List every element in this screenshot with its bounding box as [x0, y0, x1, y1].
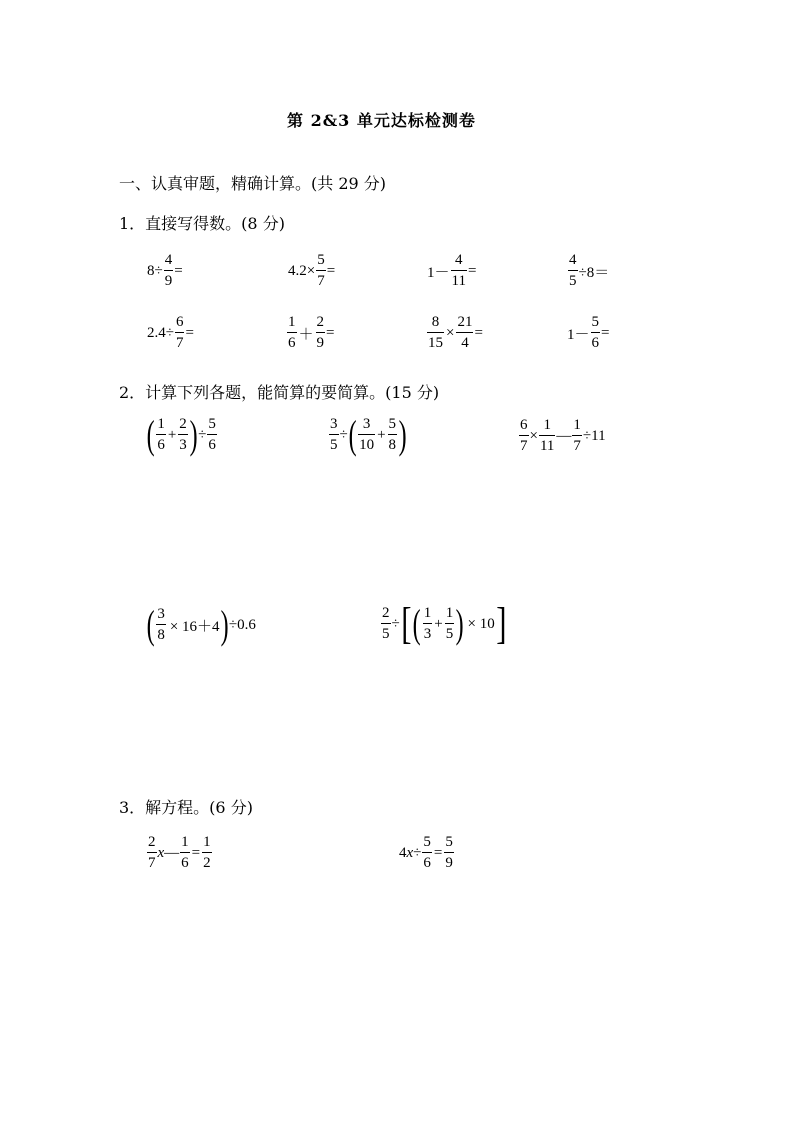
q1-problem-5: [147, 315, 194, 351]
section-heading: 一、认真审题，精确计算。(共 29 分): [119, 174, 387, 193]
fraction: $\frac{2}{3}$: [179, 416, 187, 453]
q2-problem-2: [328, 412, 407, 457]
expr-text: 2.4÷: [147, 324, 174, 341]
expr-text: ÷11: [582, 427, 606, 444]
right-paren: ): [455, 601, 464, 646]
expr-text: ÷8＝: [578, 264, 610, 281]
q3-equation-1: [146, 835, 213, 871]
equals-sign: =: [185, 324, 194, 341]
equals-sign: =: [326, 324, 335, 341]
q2-problem-3: [518, 418, 606, 454]
expr-text: ÷0.6: [228, 616, 256, 633]
expr-text: 1－: [427, 264, 450, 281]
equals-sign: =: [191, 844, 201, 861]
fraction: $\frac{1}{11}$: [539, 417, 555, 454]
equals-sign: =: [326, 262, 336, 279]
fraction: $\frac{21}{4}$: [457, 314, 473, 351]
right-paren: ): [189, 412, 198, 457]
fraction: $\frac{2}{7}$: [148, 834, 156, 871]
equals-sign: =: [174, 262, 183, 279]
fraction: $\frac{1}{6}$: [181, 834, 189, 871]
q2-problem-1: [146, 412, 218, 457]
expr-text: 4: [399, 844, 407, 861]
q1-problem-4: [567, 253, 609, 289]
fraction: $\frac{5}{6}$: [423, 834, 431, 871]
operator: ÷: [413, 844, 422, 861]
q1-problem-7: [426, 315, 483, 351]
expr-text: 4.2×: [288, 262, 316, 279]
expr-text: 8÷: [147, 262, 163, 279]
right-bracket: ]: [495, 599, 507, 648]
variable: x: [157, 844, 165, 861]
fraction: $\frac{1}{3}$: [423, 605, 432, 642]
fraction: $\frac{5}{7}$: [317, 252, 325, 289]
fraction: $\frac{2}{9}$: [316, 314, 325, 351]
operator: +: [434, 615, 443, 632]
fraction: $\frac{1}{2}$: [203, 834, 211, 871]
left-paren: (: [348, 412, 357, 457]
left-paren: (: [146, 412, 155, 457]
page-title: 第 2&3 单元达标检测卷: [287, 111, 476, 130]
left-bracket: [: [400, 599, 412, 648]
right-paren: ): [398, 412, 407, 457]
equals-sign: =: [601, 324, 610, 341]
left-paren: (: [413, 601, 422, 646]
expr-text: × 16＋4: [169, 618, 220, 635]
operator: ÷: [198, 426, 207, 443]
question-1-heading: 1．直接写得数。(8 分): [119, 214, 285, 233]
fraction: $\frac{2}{5}$: [382, 605, 390, 642]
fraction: $\frac{5}{9}$: [445, 834, 453, 871]
fraction: $\frac{6}{7}$: [520, 417, 528, 454]
q1-problem-3: [427, 253, 476, 289]
q1-problem-2: [288, 253, 335, 289]
fraction: $\frac{5}{6}$: [208, 416, 216, 453]
q3-equation-2: [399, 835, 455, 871]
operator: ÷: [391, 615, 400, 632]
fraction: $\frac{6}{7}$: [175, 314, 184, 351]
fraction: $\frac{1}{6}$: [288, 314, 296, 351]
fraction: $\frac{3}{5}$: [330, 416, 338, 453]
operator: +: [377, 426, 386, 443]
equals-sign: =: [467, 262, 477, 279]
fraction: $\frac{4}{11}$: [451, 252, 466, 289]
fraction: $\frac{5}{6}$: [591, 314, 600, 351]
fraction: $\frac{4}{5}$: [569, 252, 577, 289]
q1-problem-6: [286, 315, 334, 351]
equals-sign: =: [433, 844, 443, 861]
left-paren: (: [146, 602, 155, 647]
operator: +: [167, 426, 177, 443]
fraction: $\frac{1}{6}$: [157, 416, 165, 453]
question-3-heading: 3．解方程。(6 分): [119, 798, 253, 817]
operator: —: [164, 844, 180, 861]
right-paren: ): [220, 602, 229, 647]
fraction: $\frac{1}{7}$: [573, 417, 581, 454]
fraction: $\frac{1}{5}$: [445, 605, 454, 642]
fraction: $\frac{4}{9}$: [164, 252, 173, 289]
expr-text: × 10: [467, 615, 495, 632]
operator: —: [556, 427, 572, 444]
operator: ×: [529, 427, 538, 444]
equals-sign: =: [474, 324, 483, 341]
variable: x: [406, 844, 414, 861]
question-2-heading: 2．计算下列各题，能简算的要简算。(15 分): [119, 383, 440, 402]
operator: ÷: [339, 426, 348, 443]
fraction: $\frac{3}{10}$: [359, 416, 375, 453]
expr-text: 1－: [567, 326, 590, 343]
q2-problem-5: [380, 599, 507, 648]
fraction: $\frac{8}{15}$: [428, 314, 443, 351]
operator: ＋: [298, 326, 314, 343]
operator: ×: [446, 324, 455, 341]
q2-problem-4: [146, 602, 256, 647]
fraction: $\frac{3}{8}$: [157, 606, 165, 643]
q1-problem-8: [567, 315, 609, 351]
q1-problem-1: [147, 253, 183, 289]
fraction: $\frac{5}{8}$: [388, 416, 397, 453]
